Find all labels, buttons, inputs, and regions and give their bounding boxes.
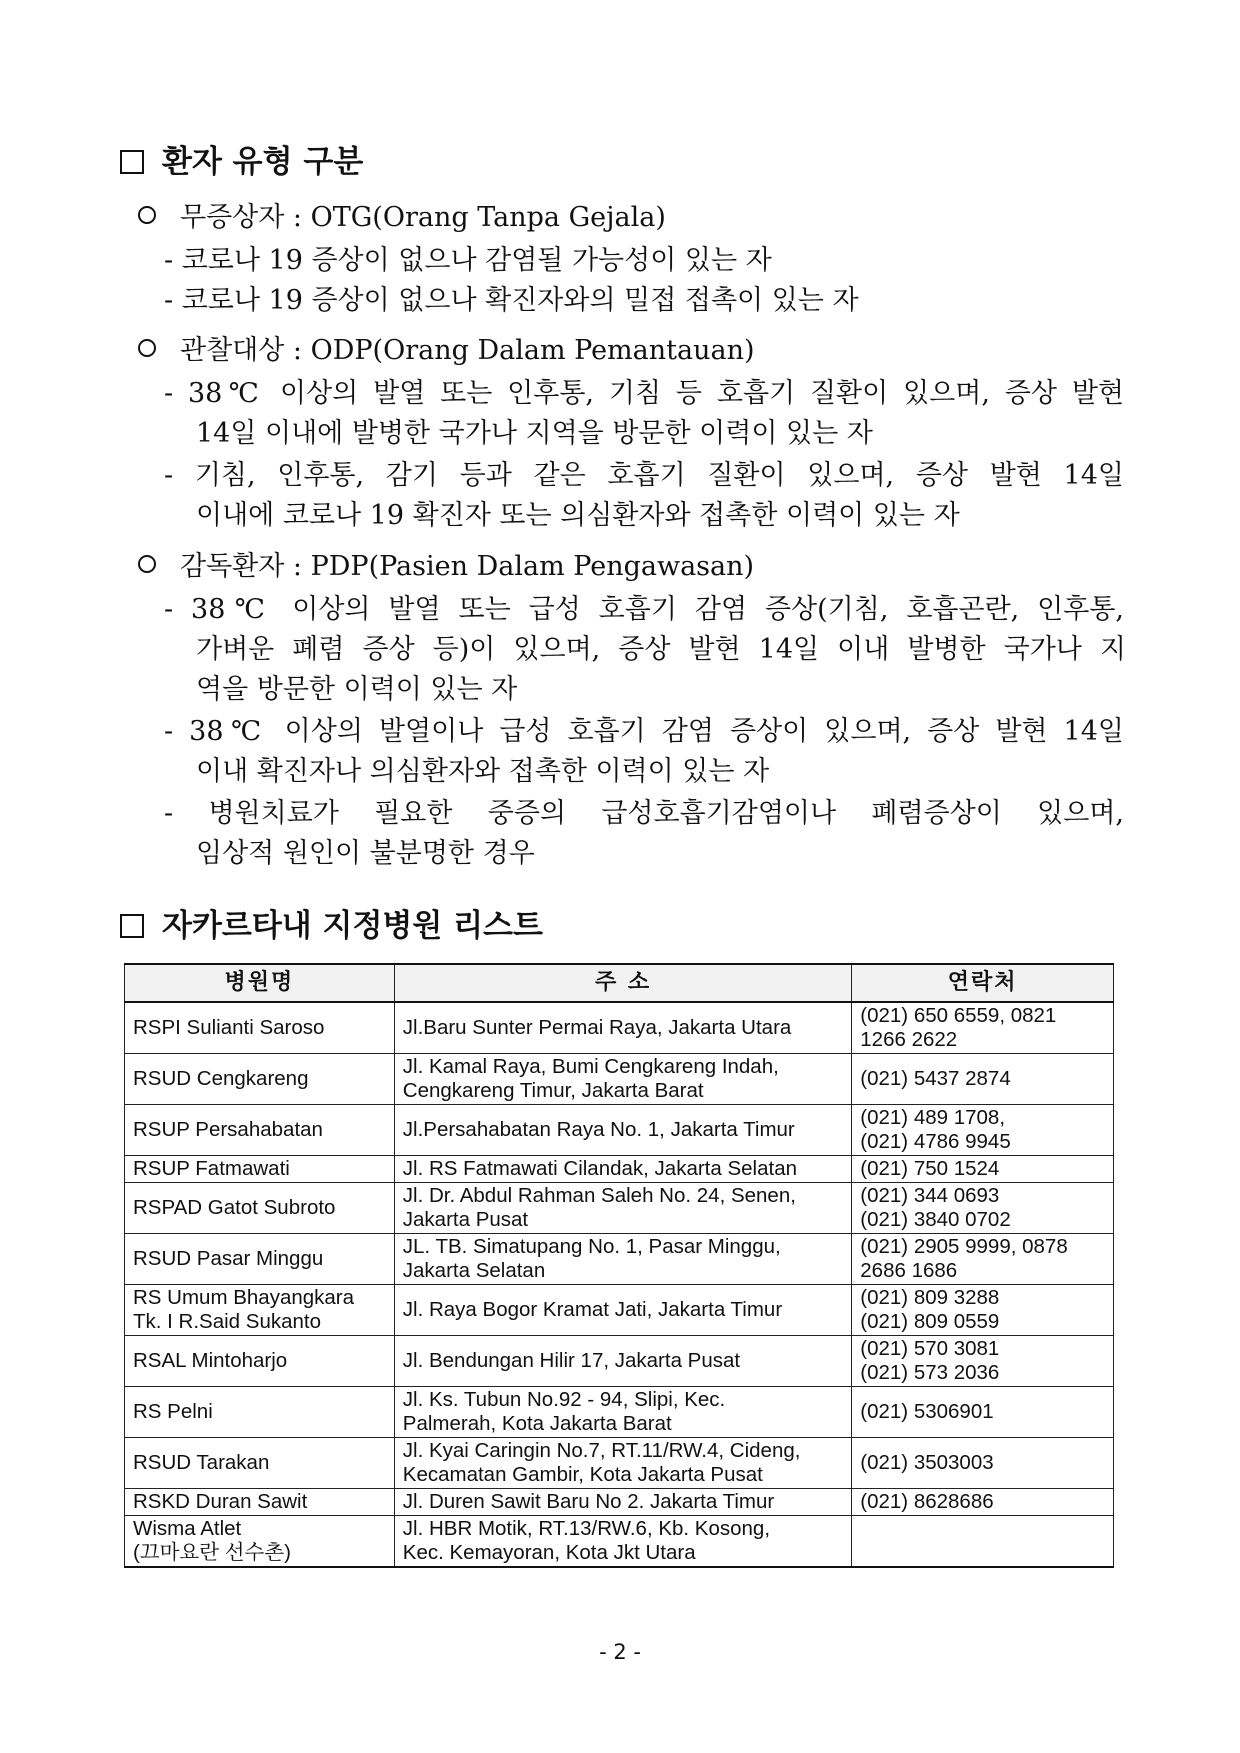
contact-cell-line: (021) 5437 2874 xyxy=(860,1067,1011,1090)
hospital-name-cell xyxy=(125,1438,395,1489)
group1-heading: 무증상자 : OTG(Orang Tanpa Gejala) xyxy=(138,200,666,236)
address-cell-line: Jakarta Selatan xyxy=(402,1259,546,1282)
contact-cell xyxy=(852,1105,1114,1156)
address-cell xyxy=(394,1156,851,1183)
address-cell-line: Jl. Kyai Caringin No.7, RT.11/RW.4, Cideng, xyxy=(402,1439,801,1462)
hospital-name-cell xyxy=(125,1516,395,1568)
table-row xyxy=(125,1516,1114,1568)
group3-item3-line1: - 병원치료가 필요한 중증의 급성호흡기감염이나 폐렴증상이 있으며, xyxy=(164,798,1124,829)
contact-cell-line: (021) 3503003 xyxy=(860,1451,994,1474)
contact-cell-line: (021) 650 6559, 0821 xyxy=(860,1004,1057,1027)
table-row xyxy=(125,1054,1114,1105)
address-cell-line: JL. TB. Simatupang No. 1, Pasar Minggu, xyxy=(402,1235,781,1258)
section2-heading xyxy=(120,906,543,946)
address-cell-line: Jl. Raya Bogor Kramat Jati, Jakarta Timur xyxy=(402,1298,783,1321)
hospital-name-cell xyxy=(125,1002,395,1054)
table-row xyxy=(125,1156,1114,1183)
address-cell-line: Jl. RS Fatmawati Cilandak, Jakarta Selatan xyxy=(402,1157,798,1180)
hospital-name-cell-line: Wisma Atlet xyxy=(133,1517,242,1540)
group3-item1-line2: 가벼운 폐렴 증상 등)이 있으며, 증상 발현 14일 이내 발병한 국가나 지 xyxy=(196,634,1126,665)
address-cell-line: Jl.Persahabatan Raya No. 1, Jakarta Timur xyxy=(402,1118,795,1141)
contact-cell-line: (021) 3840 0702 xyxy=(860,1208,1011,1231)
contact-cell-line: (021) 4786 9945 xyxy=(860,1130,1011,1153)
contact-cell-line: (021) 573 2036 xyxy=(860,1361,1000,1384)
address-cell xyxy=(394,1489,851,1516)
address-cell xyxy=(394,1336,851,1387)
hospital-name-cell xyxy=(125,1285,395,1336)
contact-cell-line: (021) 809 3288 xyxy=(860,1286,1000,1309)
hospital-name-cell-line: RSUD Pasar Minggu xyxy=(133,1247,324,1270)
contact-cell xyxy=(852,1516,1114,1568)
checkbox-icon xyxy=(120,150,144,174)
address-cell xyxy=(394,1002,851,1054)
group2-heading: 관찰대상 : ODP(Orang Dalam Pemantauan) xyxy=(138,333,755,369)
checkbox-icon xyxy=(120,914,144,938)
table-header-row xyxy=(125,964,1114,1002)
hospital-name-cell-line: RSUD Cengkareng xyxy=(133,1067,309,1090)
group3-item1-line1: - 38℃ 이상의 발열 또는 급성 호흡기 감염 증상(기침, 호흡곤란, 인후통, xyxy=(164,594,1124,625)
hospital-name-cell xyxy=(125,1489,395,1516)
contact-cell-line: (021) 750 1524 xyxy=(860,1157,1000,1180)
contact-cell xyxy=(852,1285,1114,1336)
address-cell-line: Palmerah, Kota Jakarta Barat xyxy=(402,1412,672,1435)
header-address: 주 소 xyxy=(394,964,851,1002)
contact-cell-line: (021) 8628686 xyxy=(860,1490,994,1513)
address-cell-line: Jl. Dr. Abdul Rahman Saleh No. 24, Senen, xyxy=(402,1184,796,1207)
group3-heading: 감독환자 : PDP(Pasien Dalam Pengawasan) xyxy=(138,549,754,585)
hospital-name-cell-line: RS Pelni xyxy=(133,1400,213,1423)
hospital-name-cell-line: RSUD Tarakan xyxy=(133,1451,270,1474)
hospital-name-cell xyxy=(125,1105,395,1156)
hospital-name-cell-line: RSPI Sulianti Saroso xyxy=(133,1016,325,1039)
contact-cell xyxy=(852,1234,1114,1285)
circle-bullet-icon xyxy=(138,555,156,573)
group3-item2-line2: 이내 확진자나 의심환자와 접촉한 이력이 있는 자 xyxy=(196,756,770,787)
table-row xyxy=(125,1387,1114,1438)
contact-cell xyxy=(852,1054,1114,1105)
contact-cell xyxy=(852,1438,1114,1489)
hospital-name-cell-line: RSKD Duran Sawit xyxy=(133,1490,308,1513)
group1-item2-line1: - 코로나 19 증상이 없으나 확진자와의 밀접 접촉이 있는 자 xyxy=(164,285,859,316)
address-cell-line: Cengkareng Timur, Jakarta Barat xyxy=(402,1079,704,1102)
table-row xyxy=(125,1234,1114,1285)
hospital-name-cell-line: (끄마요란 선수촌) xyxy=(133,1541,291,1564)
header-hospital-name: 병원명 xyxy=(125,964,395,1002)
table-row xyxy=(125,1438,1114,1489)
section1-title: 환자 유형 구분 xyxy=(162,144,364,180)
address-cell xyxy=(394,1054,851,1105)
address-cell xyxy=(394,1438,851,1489)
hospital-table-body xyxy=(125,1002,1114,1567)
group3-item1-line3: 역을 방문한 이력이 있는 자 xyxy=(196,674,518,705)
contact-cell-line: (021) 344 0693 xyxy=(860,1184,1000,1207)
contact-cell-line: (021) 2905 9999, 0878 xyxy=(860,1235,1068,1258)
section1-heading xyxy=(120,142,363,182)
hospital-name-cell-line: Tk. I R.Said Sukanto xyxy=(133,1310,322,1333)
group3-item2-line1: - 38℃ 이상의 발열이나 급성 호흡기 감염 증상이 있으며, 증상 발현 14일 xyxy=(164,716,1124,747)
group1-item1-line1: - 코로나 19 증상이 없으나 감염될 가능성이 있는 자 xyxy=(164,245,772,276)
address-cell-line: Jl. Duren Sawit Baru No 2. Jakarta Timur xyxy=(402,1490,775,1513)
contact-cell xyxy=(852,1336,1114,1387)
address-cell-line: Jl. Bendungan Hilir 17, Jakarta Pusat xyxy=(402,1349,741,1372)
address-cell-line: Jl. Kamal Raya, Bumi Cengkareng Indah, xyxy=(402,1055,779,1078)
table-row xyxy=(125,1336,1114,1387)
group2-item1-line2: 14일 이내에 발병한 국가나 지역을 방문한 이력이 있는 자 xyxy=(196,418,873,449)
contact-cell xyxy=(852,1002,1114,1054)
address-cell xyxy=(394,1234,851,1285)
contact-cell-line: 1266 2622 xyxy=(860,1028,958,1051)
contact-cell-line: (021) 5306901 xyxy=(860,1400,994,1423)
table-row xyxy=(125,1285,1114,1336)
address-cell xyxy=(394,1183,851,1234)
contact-cell-line: (021) 570 3081 xyxy=(860,1337,1000,1360)
hospital-name-cell-line: RSPAD Gatot Subroto xyxy=(133,1196,336,1219)
address-cell xyxy=(394,1285,851,1336)
header-contact: 연락처 xyxy=(852,964,1114,1002)
address-cell-line: Kec. Kemayoran, Kota Jkt Utara xyxy=(402,1541,696,1564)
table-row xyxy=(125,1002,1114,1054)
hospital-name-cell-line: RSAL Mintoharjo xyxy=(133,1349,288,1372)
hospital-name-cell xyxy=(125,1336,395,1387)
hospital-name-cell-line: RS Umum Bhayangkara xyxy=(133,1286,355,1309)
hospital-name-cell-line: RSUP Fatmawati xyxy=(133,1157,290,1180)
contact-cell xyxy=(852,1387,1114,1438)
hospital-name-cell xyxy=(125,1054,395,1105)
contact-cell xyxy=(852,1489,1114,1516)
group2-item2-line1: - 기침, 인후통, 감기 등과 같은 호흡기 질환이 있으며, 증상 발현 14일 xyxy=(164,460,1124,491)
hospital-name-cell xyxy=(125,1234,395,1285)
hospital-table xyxy=(124,963,1114,1568)
page-number: - 2 - xyxy=(599,1640,641,1664)
contact-cell xyxy=(852,1183,1114,1234)
address-cell xyxy=(394,1516,851,1568)
circle-bullet-icon xyxy=(138,339,156,357)
group2-item1-line1: - 38℃ 이상의 발열 또는 인후통, 기침 등 호흡기 질환이 있으며, 증상 발현 xyxy=(164,378,1124,409)
circle-bullet-icon xyxy=(138,206,156,224)
address-cell xyxy=(394,1387,851,1438)
contact-cell-line: 2686 1686 xyxy=(860,1259,958,1282)
hospital-name-cell xyxy=(125,1183,395,1234)
address-cell-line: Jl. Ks. Tubun No.92 - 94, Slipi, Kec. xyxy=(402,1388,726,1411)
contact-cell xyxy=(852,1156,1114,1183)
section2-title: 자카르타내 지정병원 리스트 xyxy=(162,908,543,944)
table-row xyxy=(125,1183,1114,1234)
group3-item3-line2: 임상적 원인이 불분명한 경우 xyxy=(196,838,535,869)
hospital-name-cell xyxy=(125,1387,395,1438)
hospital-name-cell-line: RSUP Persahabatan xyxy=(133,1118,323,1141)
address-cell-line: Kecamatan Gambir, Kota Jakarta Pusat xyxy=(402,1463,763,1486)
hospital-name-cell xyxy=(125,1156,395,1183)
table-row xyxy=(125,1489,1114,1516)
contact-cell-line: (021) 489 1708, xyxy=(860,1106,1006,1129)
contact-cell-line: (021) 809 0559 xyxy=(860,1310,1000,1333)
address-cell-line: Jl. HBR Motik, RT.13/RW.6, Kb. Kosong, xyxy=(402,1517,771,1540)
group2-item2-line2: 이내에 코로나 19 확진자 또는 의심환자와 접촉한 이력이 있는 자 xyxy=(196,500,960,531)
address-cell-line: Jl.Baru Sunter Permai Raya, Jakarta Utara xyxy=(402,1016,792,1039)
address-cell xyxy=(394,1105,851,1156)
address-cell-line: Jakarta Pusat xyxy=(402,1208,529,1231)
table-row xyxy=(125,1105,1114,1156)
